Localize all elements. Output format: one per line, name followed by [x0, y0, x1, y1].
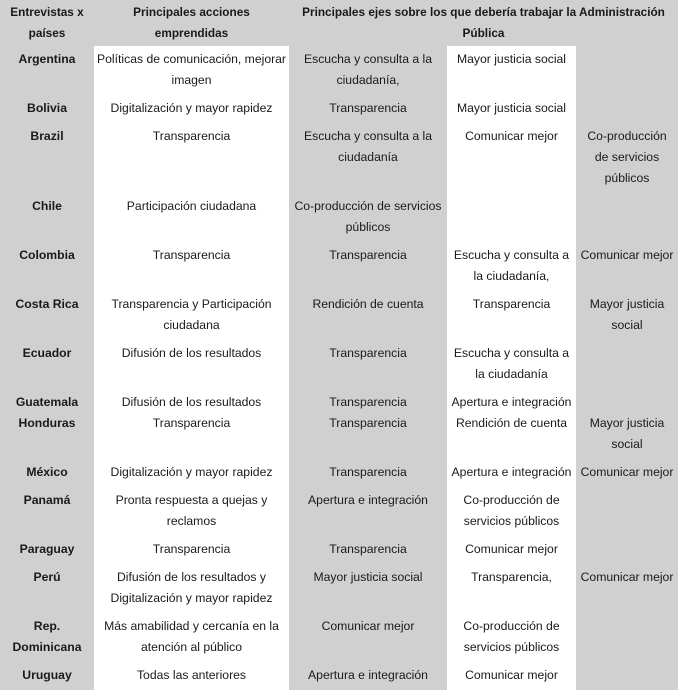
table-row: [0, 291, 678, 340]
axis-cell-3: [576, 46, 678, 95]
axis-cell-2: Comunicar mejor: [447, 662, 576, 690]
country-cell: Chile: [0, 193, 94, 242]
axis-cell-2: [447, 193, 576, 242]
axis-cell-3: [576, 95, 678, 123]
country-cell: Rep. Dominicana: [0, 613, 94, 662]
table-row: [0, 340, 678, 389]
axis-cell-1: Co-producción de servicios públicos: [289, 193, 447, 242]
table-row: [0, 536, 678, 564]
country-cell: Perú: [0, 564, 94, 613]
axis-cell-2: Transparencia,: [447, 564, 576, 613]
axis-cell-1: Apertura e integración: [289, 487, 447, 536]
axis-text: Transparencia: [329, 395, 407, 409]
axis-cell-1: Apertura e integración: [289, 662, 447, 690]
country-cell: Argentina: [0, 46, 94, 95]
country-name: Guatemala: [15, 395, 79, 409]
axis-cell-2: Escucha y consulta a la ciudadanía: [447, 340, 576, 389]
axis-cell-2: Transparencia: [447, 291, 576, 340]
header-countries: Entrevistas x países: [0, 0, 94, 46]
table-row: [0, 459, 678, 487]
country-cell: Brazil: [0, 123, 94, 193]
actions-cell: Pronta respuesta a quejas y reclamos: [94, 487, 289, 536]
actions-cell: [94, 389, 289, 459]
axis-cell-3: Mayor justicia social: [576, 291, 678, 340]
axis-text: Apertura e integración: [451, 395, 572, 409]
header-row: [0, 0, 678, 46]
axis-cell-1: Transparencia: [289, 459, 447, 487]
axis-cell-2: Escucha y consulta a la ciudadanía,: [447, 242, 576, 291]
actions-cell: Políticas de comunicación, mejorar imagen: [94, 46, 289, 95]
actions-cell: Transparencia: [94, 242, 289, 291]
header-axes: Principales ejes sobre los que debería trabajar la Administración Pública: [289, 0, 678, 46]
country-cell: Paraguay: [0, 536, 94, 564]
axis-cell-3: [576, 193, 678, 242]
actions-cell: Digitalización y mayor rapidez: [94, 95, 289, 123]
country-cell: Colombia: [0, 242, 94, 291]
country-cell: Costa Rica: [0, 291, 94, 340]
country-cell: México: [0, 459, 94, 487]
axis-cell-2: Comunicar mejor: [447, 123, 576, 193]
header-actions: Principales acciones emprendidas: [94, 0, 289, 46]
axis-cell-3: [576, 389, 678, 459]
axis-cell-1: Escucha y consulta a la ciudadanía: [289, 123, 447, 193]
table-row: [0, 389, 678, 459]
axis-cell-3: [576, 340, 678, 389]
country-name-2: Honduras: [18, 416, 76, 430]
table-row: [0, 242, 678, 291]
axis-text-2: Transparencia: [329, 416, 407, 430]
table-row: [0, 95, 678, 123]
table-row: [0, 46, 678, 95]
axis-cell-1: Rendición de cuenta: [289, 291, 447, 340]
axis-cell-3: Co-producción de servicios públicos: [576, 123, 678, 193]
actions-cell: Transparencia y Participación ciudadana: [94, 291, 289, 340]
axis-cell-3: [576, 662, 678, 690]
axis-text-2: Rendición de cuenta: [455, 416, 568, 430]
country-cell: Uruguay: [0, 662, 94, 690]
actions-cell: Difusión de los resultados y Digitalización y mayor rapidez: [94, 564, 289, 613]
spacer: [579, 392, 675, 413]
axis-cell-1: Escucha y consulta a la ciudadanía,: [289, 46, 447, 95]
country-cell: [0, 389, 94, 459]
axis-cell-3: Comunicar mejor: [576, 564, 678, 613]
table-row: [0, 564, 678, 613]
axis-cell-3: Comunicar mejor: [576, 459, 678, 487]
table-row: [0, 487, 678, 536]
axis-cell-2: Comunicar mejor: [447, 536, 576, 564]
axis-cell-1: Transparencia: [289, 536, 447, 564]
axis-cell-2: Mayor justicia social: [447, 95, 576, 123]
axis-cell-1: Transparencia: [289, 340, 447, 389]
action-text-2: Transparencia: [152, 416, 231, 430]
axis-cell-1: Transparencia: [289, 95, 447, 123]
axis-cell-1: [289, 389, 447, 459]
country-cell: Panamá: [0, 487, 94, 536]
table-row: [0, 193, 678, 242]
axis-cell-3: Comunicar mejor: [576, 242, 678, 291]
actions-cell: Digitalización y mayor rapidez: [94, 459, 289, 487]
axis-cell-1: Mayor justicia social: [289, 564, 447, 613]
axis-text: Mayor justicia social: [589, 416, 665, 451]
actions-cell: Más amabilidad y cercanía en la atención al público: [94, 613, 289, 662]
axis-cell-2: Apertura e integración: [447, 459, 576, 487]
actions-cell: Difusión de los resultados: [94, 340, 289, 389]
country-cell: Bolivia: [0, 95, 94, 123]
country-cell: Ecuador: [0, 340, 94, 389]
axis-cell-2: Co-producción de servicios públicos: [447, 613, 576, 662]
axis-cell-3: [576, 487, 678, 536]
action-text: Difusión de los resultados: [121, 395, 262, 409]
table-row: [0, 613, 678, 662]
axis-cell-3: [576, 536, 678, 564]
axis-cell-2: Mayor justicia social: [447, 46, 576, 95]
axis-cell-1: Transparencia: [289, 242, 447, 291]
axis-cell-1: Comunicar mejor: [289, 613, 447, 662]
table-row: [0, 123, 678, 193]
axis-cell-2: Co-producción de servicios públicos: [447, 487, 576, 536]
table-row: [0, 662, 678, 690]
axis-cell-2: [447, 389, 576, 459]
actions-cell: Todas las anteriores: [94, 662, 289, 690]
actions-cell: Transparencia: [94, 536, 289, 564]
actions-cell: Participación ciudadana: [94, 193, 289, 242]
axis-cell-3: [576, 613, 678, 662]
actions-cell: Transparencia: [94, 123, 289, 193]
